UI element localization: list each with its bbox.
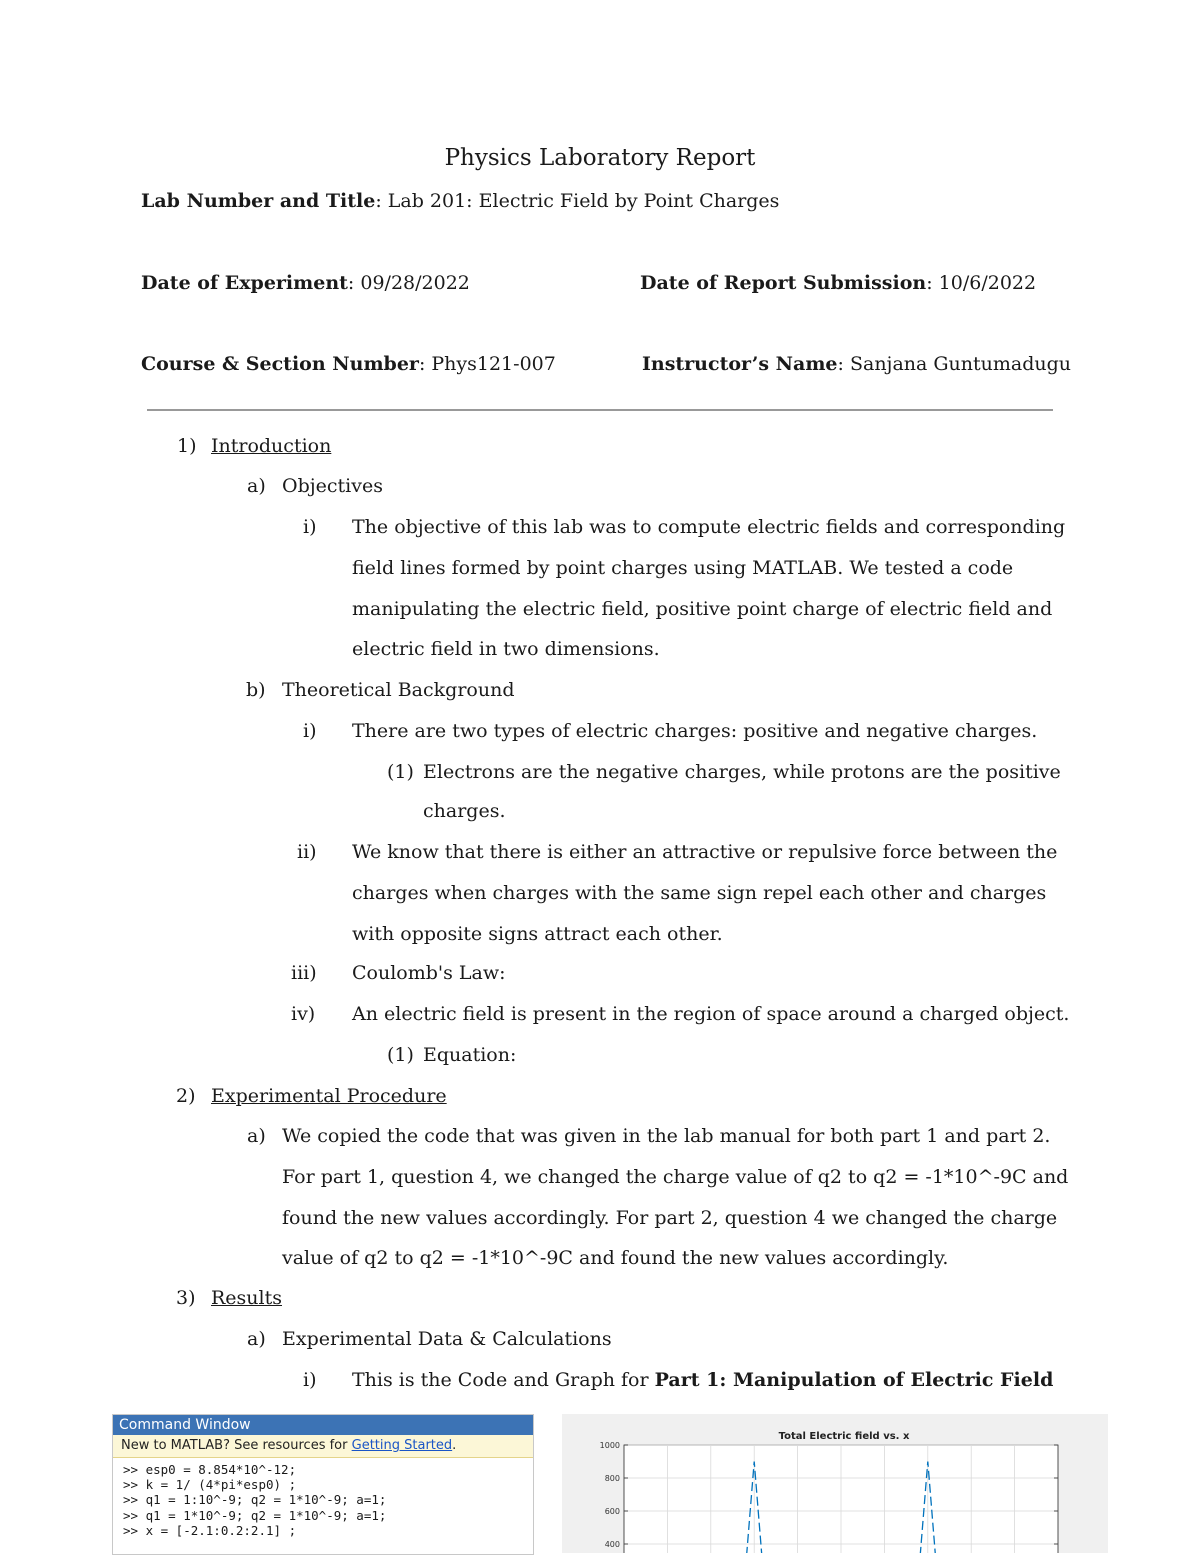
course-section-label: Course & Section Number (141, 353, 419, 375)
info-prefix: New to MATLAB? See resources for (121, 1438, 352, 1453)
section-1-heading: Introduction (211, 435, 332, 457)
plot-title: Total Electric field vs. x (778, 1431, 910, 1442)
plot-y-tick-label: 800 (604, 1474, 620, 1483)
part1-item-text (352, 1369, 1053, 1391)
procedure-item-number: a) (247, 1125, 266, 1147)
header-divider (147, 409, 1053, 411)
section-2-heading: Experimental Procedure (211, 1085, 447, 1107)
background-subitem-number: (1) (387, 761, 414, 783)
background-item-ii-text-line: We know that there is either an attractive or repulsive force between the (352, 841, 1058, 863)
background-item-ii-text-line: with opposite signs attract each other. (352, 923, 723, 945)
background-item-iii-number: iii) (291, 962, 317, 984)
background-subitem-text-line: charges. (423, 800, 506, 822)
command-window-info-bar (113, 1435, 533, 1458)
objectives-number: a) (247, 475, 266, 497)
lab-number-title-field (141, 190, 779, 212)
data-calculations-heading: Experimental Data & Calculations (282, 1328, 612, 1350)
equation-subitem-number: (1) (387, 1044, 414, 1066)
part1-item-bold: Part 1: Manipulation of Electric Field (654, 1369, 1054, 1391)
date-of-submission-label: Date of Report Submission (640, 272, 927, 294)
procedure-text-line: found the new values accordingly. For part 2, question 4 we changed the charge (282, 1207, 1058, 1229)
background-item-ii-number: ii) (297, 841, 317, 863)
instructor-name-label: Instructor’s Name (642, 353, 838, 375)
date-of-experiment-field (141, 272, 470, 294)
command-line: >> q1 = 1*10^-9; q2 = 1*10^-9; a=1; (123, 1507, 387, 1523)
part1-item-prefix: This is the Code and Graph for (352, 1369, 655, 1391)
background-subitem-text-line: Electrons are the negative charges, while protons are the positive (423, 761, 1061, 783)
equation-subitem-text: Equation: (423, 1044, 517, 1066)
procedure-text-line: We copied the code that was given in the lab manual for both part 1 and part 2. (282, 1125, 1051, 1147)
lab-number-title-value: : Lab 201: Electric Field by Point Charges (375, 190, 780, 212)
command-line: >> x = [-2.1:0.2:2.1] ; (123, 1522, 297, 1538)
objectives-text-line: electric field in two dimensions. (352, 638, 660, 660)
background-heading: Theoretical Background (282, 679, 515, 701)
getting-started-link[interactable]: Getting Started (351, 1438, 453, 1453)
background-item-ii-text-line: charges when charges with the same sign repel each other and charges (352, 882, 1047, 904)
objectives-text-line: manipulating the electric field, positive point charge of electric field and (352, 598, 1053, 620)
report-title: Physics Laboratory Report (444, 145, 756, 171)
section-3-heading: Results (211, 1287, 282, 1309)
objectives-text-line: field lines formed by point charges using MATLAB. We tested a code (352, 557, 1014, 579)
plot-y-tick-label: 400 (604, 1540, 620, 1549)
info-suffix: . (452, 1438, 457, 1453)
objectives-heading: Objectives (282, 475, 383, 497)
instructor-name-value: : Sanjana Guntumadugu (837, 353, 1072, 375)
objectives-item-number: i) (303, 516, 317, 538)
background-item-i-text: There are two types of electric charges: positive and negative charges. (352, 720, 1038, 742)
procedure-text-line: value of q2 to q2 = -1*10^-9C and found the new values accordingly. (282, 1247, 949, 1269)
background-item-iv-text: An electric field is present in the region of space around a charged object. (352, 1003, 1070, 1025)
course-section-value: : Phys121-007 (418, 353, 556, 375)
background-item-iv-number: iv) (291, 1003, 316, 1025)
lab-number-title-label: Lab Number and Title (141, 190, 376, 212)
command-line: >> q1 = 1:10^-9; q2 = 1*10^-9; a=1; (123, 1492, 387, 1508)
plot-y-tick-label: 600 (604, 1507, 620, 1516)
date-of-experiment-value: : 09/28/2022 (347, 272, 470, 294)
electric-field-plot-svg (562, 1414, 1108, 1553)
command-line: >> k = 1/ (4*pi*esp0) ; (123, 1477, 297, 1493)
matlab-command-window (112, 1414, 534, 1555)
plot-y-tick-label: 1000 (599, 1441, 620, 1450)
background-number: b) (246, 679, 266, 701)
command-window-body (113, 1458, 533, 1538)
date-of-submission-value: : 10/6/2022 (926, 272, 1037, 294)
section-3-number: 3) (176, 1287, 196, 1309)
background-item-iii-text: Coulomb's Law: (352, 962, 506, 984)
date-of-submission-field (640, 272, 1036, 294)
procedure-text-line: For part 1, question 4, we changed the charge value of q2 to q2 = -1*10^-9C and (282, 1166, 1069, 1188)
command-window-title: Command Window (113, 1415, 533, 1435)
electric-field-plot (562, 1414, 1108, 1553)
section-1-number: 1) (177, 435, 197, 457)
data-calculations-number: a) (247, 1328, 266, 1350)
background-item-i-number: i) (303, 720, 317, 742)
course-section-field (141, 353, 556, 375)
part1-item-number: i) (303, 1369, 317, 1391)
instructor-name-field (642, 353, 1071, 375)
objectives-text-line: The objective of this lab was to compute electric fields and corresponding (352, 516, 1066, 538)
command-line: >> esp0 = 8.854*10^-12; (123, 1462, 297, 1477)
section-2-number: 2) (176, 1085, 196, 1107)
date-of-experiment-label: Date of Experiment (141, 272, 348, 294)
